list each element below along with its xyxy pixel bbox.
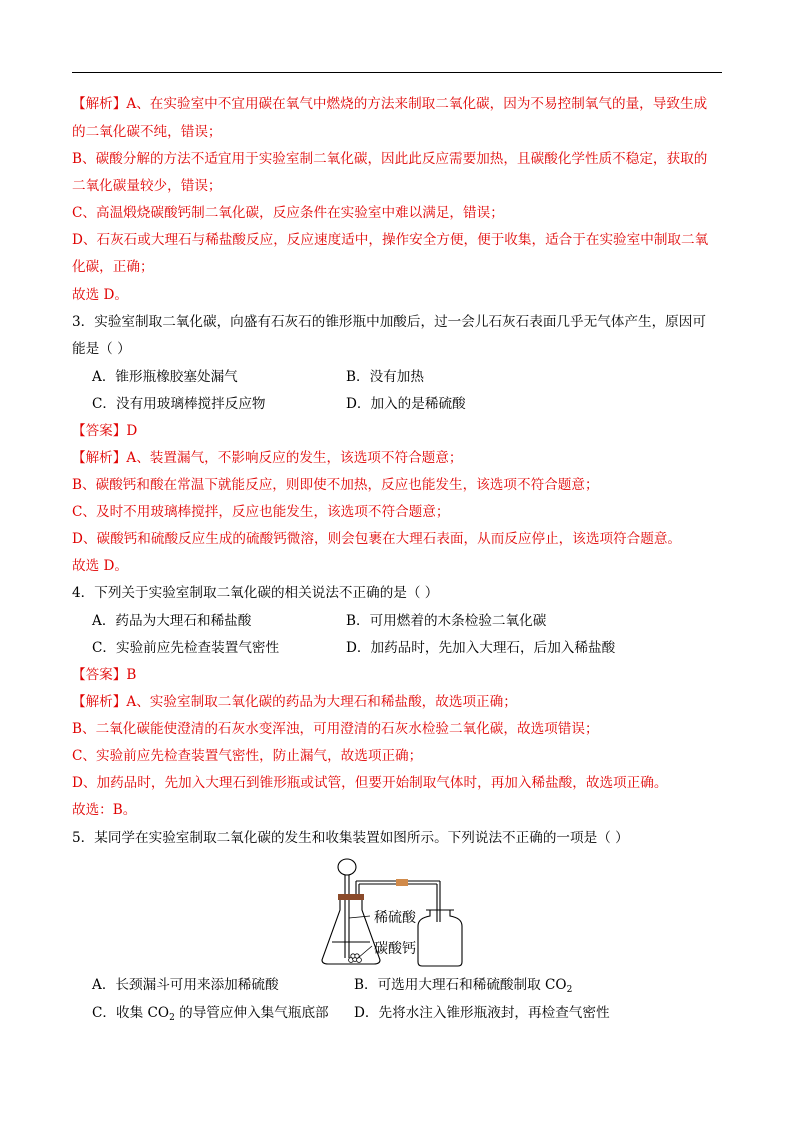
- option-c: C．没有用玻璃棒搅拌反应物: [92, 396, 266, 412]
- analysis-conclusion: 故选：B。: [72, 802, 137, 818]
- answer: 【答案】D: [72, 423, 138, 439]
- question-stem: 5．某同学在实验室制取二氧化碳的发生和收集装置如图所示。下列说法不正确的一项是（ ）: [72, 830, 629, 846]
- analysis-line: 二氧化碳量较少，错误；: [72, 178, 222, 194]
- option-a: A．长颈漏斗可用来添加稀硫酸: [92, 977, 279, 993]
- analysis-line: C、及时不用玻璃棒搅拌，反应也能发生，该选项不符合题意；: [72, 504, 450, 520]
- option-d: D．先将水注入锥形瓶液封，再检查气密性: [354, 1005, 610, 1021]
- option-b: [354, 977, 572, 993]
- analysis-line: B、碳酸分解的方法不适宜用于实验室制二氧化碳，因此此反应需要加热，且碳酸化学性质不稳定，获取的: [72, 151, 708, 167]
- analysis-line: 【解析】A、装置漏气，不影响反应的发生，该选项不符合题意；: [72, 450, 463, 466]
- header-rule: [72, 72, 722, 73]
- answer: 【答案】B: [72, 667, 137, 683]
- analysis-line: B、二氧化碳能使澄清的石灰水变浑浊，可用澄清的石灰水检验二氧化碳，故选项错误；: [72, 721, 599, 737]
- option-b: B．可用燃着的木条检验二氧化碳: [346, 613, 547, 629]
- analysis-line: 的二氧化碳不纯，错误；: [72, 124, 222, 140]
- analysis-line: C、高温煅烧碳酸钙制二氧化碳，反应条件在实验室中难以满足，错误；: [72, 205, 504, 221]
- question-stem: 能是（ ）: [72, 341, 131, 357]
- analysis-line: D、碳酸钙和硫酸反应生成的硫酸钙微溶，则会包裹在大理石表面，从而反应停止，该选项符合题意。: [72, 531, 682, 547]
- option-c-text: C．收集 CO: [92, 1005, 170, 1021]
- option-a: A．锥形瓶橡胶塞处漏气: [92, 369, 238, 385]
- co2-apparatus-figure: [318, 858, 478, 970]
- option-c: [92, 1005, 329, 1021]
- analysis-line: 【解析】A、实验室制取二氧化碳的药品为大理石和稀盐酸，故选项正确；: [72, 694, 517, 710]
- option-a: A．药品为大理石和稀盐酸: [92, 613, 252, 629]
- analysis-line: 【解析】A、在实验室中不宜用碳在氧气中燃烧的方法来制取二氧化碳，因为不易控制氧气的量，导致生成: [72, 96, 708, 112]
- option-c-text-rest: 的导管应伸入集气瓶底部: [174, 1005, 329, 1021]
- option-c: C．实验前应先检查装置气密性: [92, 640, 280, 656]
- option-d: D．加入的是稀硫酸: [346, 396, 466, 412]
- label-dilute-sulfuric-acid: 稀硫酸: [374, 910, 416, 926]
- analysis-line: C、实验前应先检查装置气密性，防止漏气，故选项正确；: [72, 748, 423, 764]
- analysis-line: B、碳酸钙和酸在常温下就能反应，则即使不加热，反应也能发生，该选项不符合题意；: [72, 477, 599, 493]
- question-stem: 4．下列关于实验室制取二氧化碳的相关说法不正确的是（ ）: [72, 585, 439, 601]
- option-b: B．没有加热: [346, 369, 424, 385]
- option-b-text: B．可选用大理石和稀硫酸制取 CO: [354, 977, 567, 993]
- analysis-line: 化碳，正确；: [72, 259, 154, 275]
- analysis-conclusion: 故选 D。: [72, 558, 129, 574]
- option-d: D．加药品时，先加入大理石，后加入稀盐酸: [346, 640, 616, 656]
- subscript-2: 2: [566, 985, 573, 995]
- label-calcium-carbonate: 碳酸钙: [374, 941, 416, 957]
- analysis-conclusion: 故选 D。: [72, 287, 129, 303]
- subscript-2: 2: [169, 1013, 175, 1023]
- question-stem: 3．实验室制取二氧化碳，向盛有石灰石的锥形瓶中加酸后，过一会儿石灰石表面几乎无气体产生，原因可: [72, 314, 706, 330]
- analysis-line: D、石灰石或大理石与稀盐酸反应，反应速度适中，操作安全方便，便于收集，适合于在实验室中制取二氧: [72, 232, 709, 248]
- analysis-line: D、加药品时，先加入大理石到锥形瓶或试管，但要开始制取气体时，再加入稀盐酸，故选项正确。: [72, 775, 668, 791]
